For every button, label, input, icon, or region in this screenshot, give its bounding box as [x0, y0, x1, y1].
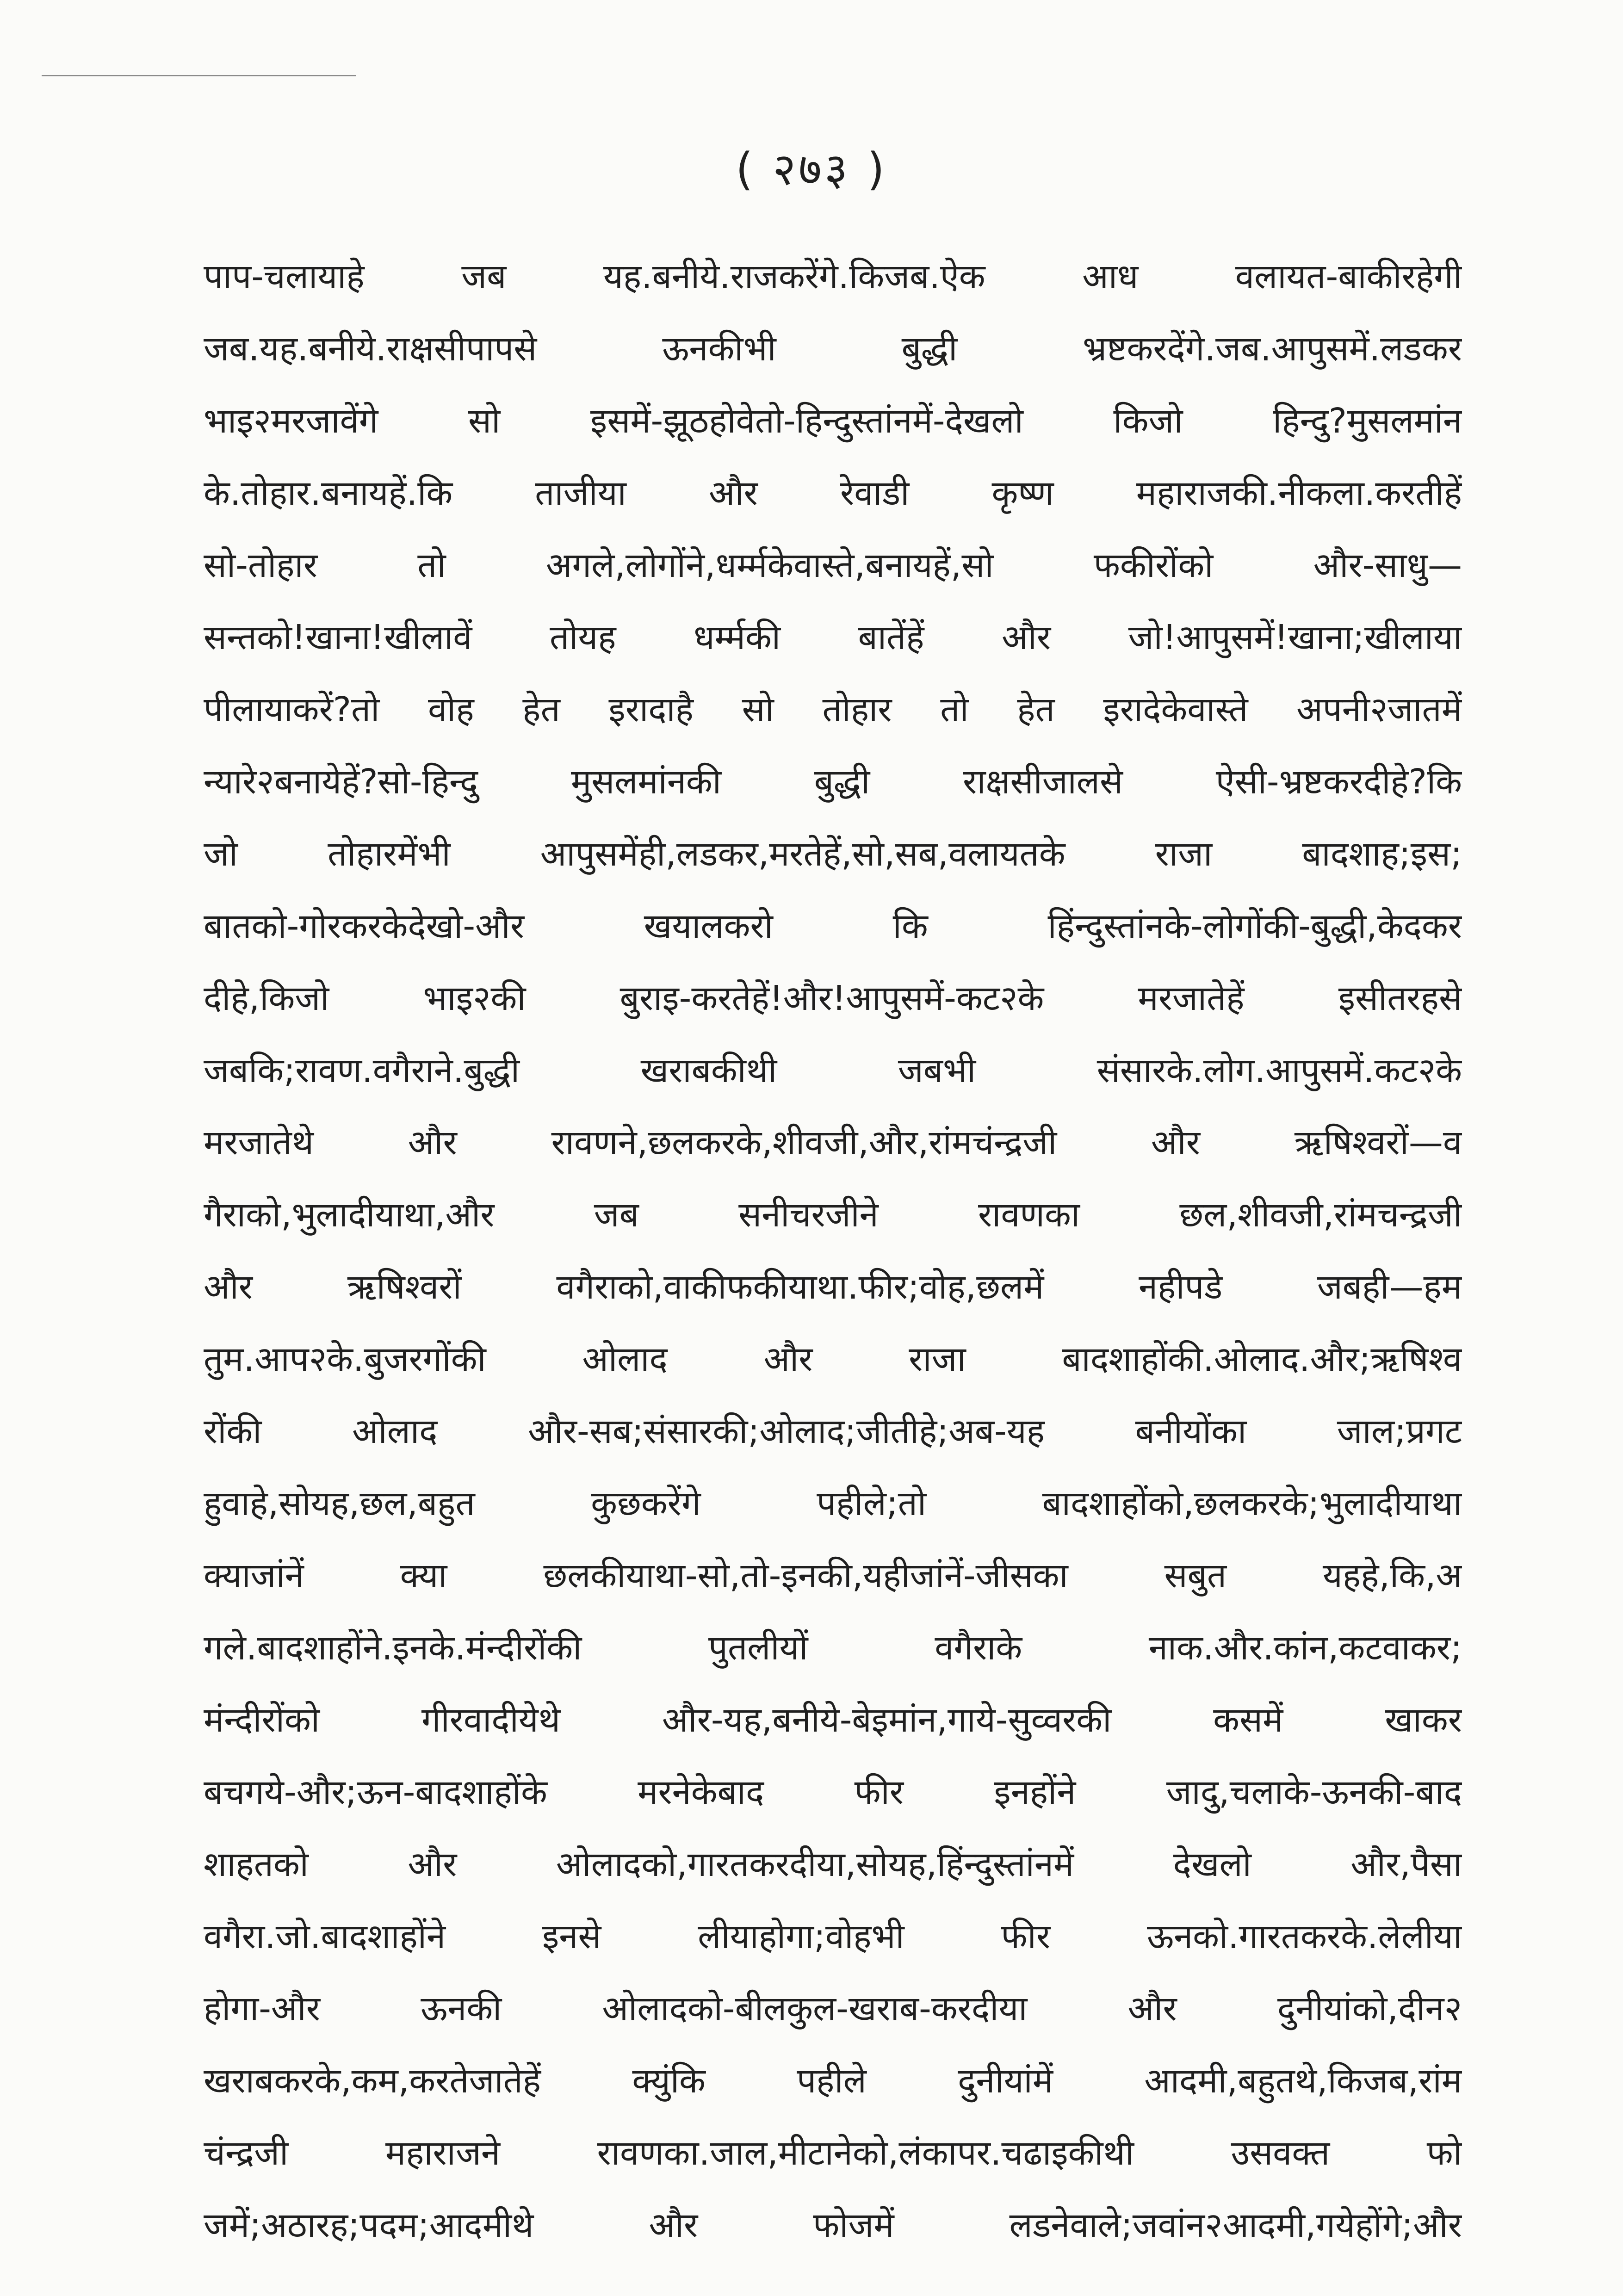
text-line: जबकि;रावण.वगैराने.बुद्धी खराबकीथी जबभी संसारके.लोग.आपुसमें.कट२के — [204, 1051, 1462, 1090]
text-line: बचगये-और;ऊन-बादशाहोंके मरनेकेबाद फीर इनहोंने जादु,चलाके-ऊनकी-बाद — [204, 1772, 1462, 1812]
text-line: जो तोहारमेंभी आपुसमेंही,लडकर,मरतेहें,सो,सब,वलायतके राजा बादशाह;इस; — [204, 834, 1462, 874]
text-line: गैराको,भुलादीयाथा,और जब सनीचरजीने रावणका छल,शीवजी,रांमचन्द्रजी — [204, 1195, 1462, 1235]
text-line: न्यारे२बनायेहें?सो-हिन्दु मुसलमांनकी बुद्धी राक्षसीजालसे ऐसी-भ्रष्टकरदीहे?कि — [204, 762, 1462, 802]
text-line: बातको-गोरकरकेदेखो-और खयालकरो कि हिंन्दुस्तांनके-लोगोंकी-बुद्धी,केदकर — [204, 906, 1462, 946]
text-line: और ऋषिश्वरों वगैराको,वाकीफकीयाथा.फीर;वोह,छलमें नहीपडे जबही—हम — [204, 1267, 1462, 1307]
page-number: ( २७३ ) — [736, 143, 887, 195]
text-line: जब.यह.बनीये.राक्षसीपापसे ऊनकीभी बुद्धी भ्रष्टकरदेंगे.जब.आपुसमें.लडकर — [204, 329, 1462, 369]
text-line: पीलायाकरें?तो वोह हेत इरादाहै सो तोहार तो हेत इरादेकेवास्ते अपनी२जातमें — [204, 690, 1462, 730]
text-line: दीहे,किजो भाइ२की बुराइ-करतेहें!और!आपुसमें-कट२के मरजातेहें इसीतरहसे — [204, 978, 1462, 1018]
body-text — [204, 241, 1462, 2261]
text-line: चंन्द्रजी महाराजने रावणका.जाल,मीटानेको,लंकापर.चढाइकीथी उसवक्त फो — [204, 2133, 1462, 2173]
text-line: सो-तोहार तो अगले,लोगोंने,धर्म्मकेवास्ते,बनायहें,सो फकीरोंको और-साधु— — [204, 545, 1462, 585]
text-line: वगैरा.जो.बादशाहोंने इनसे लीयाहोगा;वोहभी फीर ऊनको.गारतकरके.लेलीया — [204, 1917, 1462, 1956]
text-line: रोंकी ओलाद और-सब;संसारकी;ओलाद;जीतीहे;अब-यह बनीयोंका जाल;प्रगट — [204, 1411, 1462, 1451]
text-line: सन्तको!खाना!खीलावें तोयह धर्म्मकी बातेंहें और जो!आपुसमें!खाना;खीलाया — [204, 618, 1462, 657]
text-line: खराबकरके,कम,करतेजातेहें क्युंकि पहीले दुनीयांमें आदमी,बहुतथे,किजब,रांम — [204, 2061, 1462, 2101]
text-line: मंन्दीरोंको गीरवादीयेथे और-यह,बनीये-बेइमांन,गाये-सुव्वरकी कसमें खाकर — [204, 1700, 1462, 1740]
text-line: क्याजांनें क्या छलकीयाथा-सो,तो-इनकी,यहीजांनें-जीसका सबुत यहहे,कि,अ — [204, 1556, 1462, 1596]
text-line: गले.बादशाहोंने.इनके.मंन्दीरोंकी पुतलीयों वगैराके नाक.और.कांन,कटवाकर; — [204, 1628, 1462, 1668]
text-line: होगा-और ऊनकी ओलादको-बीलकुल-खराब-करदीया और दुनीयांको,दीन२ — [204, 1989, 1462, 2029]
text-line: भाइ२मरजावेंगे सो इसमें-झूठहोवेतो-हिन्दुस्तांनमें-देखलो किजो हिन्दु?मुसलमांन — [204, 401, 1462, 441]
text-line: शाहतको और ओलादको,गारतकरदीया,सोयह,हिंन्दुस्तांनमें देखलो और,पैसा — [204, 1844, 1462, 1884]
scan-edge-rule — [42, 75, 356, 76]
text-line: मरजातेथे और रावणने,छलकरके,शीवजी,और,रांमचंन्द्रजी और ऋषिश्वरों—व — [204, 1123, 1462, 1163]
text-line: हुवाहे,सोयह,छल,बहुत कुछकरेंगे पहीले;तो बादशाहोंको,छलकरके;भुलादीयाथा — [204, 1484, 1462, 1523]
text-line: पाप-चलायाहे जब यह.बनीये.राजकरेंगे.किजब.ऐक आध वलायत-बाकीरहेगी — [204, 257, 1462, 297]
text-line: जमें;अठारह;पदम;आदमीथे और फोजमें लडनेवाले;जवांन२आदमी,गयेहोंगे;और — [204, 2205, 1462, 2245]
text-line: तुम.आप२के.बुजरगोंकी ओलाद और राजा बादशाहोंकी.ओलाद.और;ऋषिश्व — [204, 1339, 1462, 1379]
text-line: के.तोहार.बनायहें.कि ताजीया और रेवाडी कृष्ण महाराजकी.नीकला.करतीहें — [204, 473, 1462, 513]
